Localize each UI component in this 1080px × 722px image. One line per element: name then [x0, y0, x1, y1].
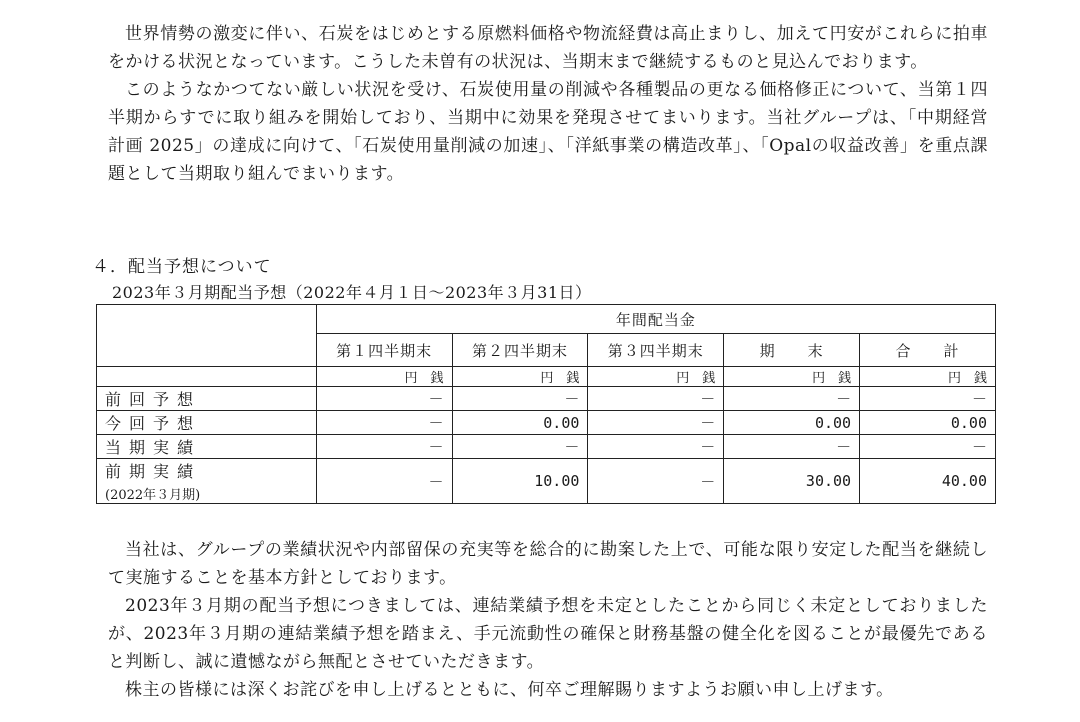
cell: － — [588, 435, 724, 459]
unit-label: 円 銭 — [860, 367, 996, 387]
table-row — [97, 411, 996, 435]
cell: － — [316, 411, 452, 435]
row-label: 今回予想 — [97, 411, 317, 435]
row-label-main: 前期実績 — [105, 462, 202, 481]
cell: － — [452, 435, 588, 459]
unit-label: 円 銭 — [316, 367, 452, 387]
dividend-table — [96, 304, 996, 504]
cell: 0.00 — [724, 411, 860, 435]
table-row — [97, 435, 996, 459]
col-header-q3: 第３四半期末 — [588, 334, 724, 367]
cell: － — [724, 387, 860, 411]
col-header-total: 合 計 — [860, 334, 996, 367]
row-sublabel: (2022年３月期) — [105, 488, 201, 503]
cell: － — [588, 459, 724, 504]
cell: 0.00 — [452, 411, 588, 435]
row-label — [97, 459, 317, 504]
table-caption: 2023年３月期配当予想（2022年４月１日～2023年３月31日） — [112, 283, 592, 302]
cell: 30.00 — [724, 459, 860, 504]
cell: 0.00 — [860, 411, 996, 435]
cell: － — [316, 459, 452, 504]
row-label: 前回予想 — [97, 387, 317, 411]
table-row — [97, 459, 996, 504]
col-header-q1: 第１四半期末 — [316, 334, 452, 367]
closing-paragraph-2: 2023年３月期の配当予想につきましては、連結業績予想を未定としたことから同じく未定としておりましたが、2023年３月期の連結業績予想を踏まえ、手元流動性の確保と財務基盤の健全化を図ることが最優先であると判断し、誠に遺憾ながら無配とさせていただきます。 — [108, 596, 988, 672]
cell: － — [588, 411, 724, 435]
cell: 40.00 — [860, 459, 996, 504]
cell: － — [316, 435, 452, 459]
intro-paragraph-1: 世界情勢の激変に伴い、石炭をはじめとする原燃料価格や物流経費は高止まりし、加えて円安がこれらに拍車をかける状況となっています。こうした未曽有の状況は、当期末まで継続するものと見込んでおります。 — [108, 24, 988, 72]
cell: － — [860, 435, 996, 459]
intro-text — [108, 20, 988, 188]
cell: － — [452, 387, 588, 411]
cell: 10.00 — [452, 459, 588, 504]
table-row — [97, 387, 996, 411]
section-heading: ４．配当予想について — [92, 257, 272, 277]
annual-dividend-header: 年間配当金 — [316, 305, 995, 334]
cell: － — [316, 387, 452, 411]
col-header-q2: 第２四半期末 — [452, 334, 588, 367]
unit-label: 円 銭 — [588, 367, 724, 387]
cell: － — [860, 387, 996, 411]
unit-row-label — [97, 367, 317, 387]
unit-label: 円 銭 — [724, 367, 860, 387]
closing-paragraph-1: 当社は、グループの業績状況や内部留保の充実等を総合的に勘案した上で、可能な限り安定した配当を継続して実施することを基本方針としております。 — [108, 540, 988, 588]
table-corner — [97, 305, 317, 367]
closing-paragraph-3: 株主の皆様には深くお詫びを申し上げるとともに、何卒ご理解賜りますようお願い申し上げます。 — [125, 680, 894, 700]
col-header-yearend: 期 末 — [724, 334, 860, 367]
cell: － — [588, 387, 724, 411]
row-label: 当期実績 — [97, 435, 317, 459]
unit-label: 円 銭 — [452, 367, 588, 387]
intro-paragraph-2: このようなかつてない厳しい状況を受け、石炭使用量の削減や各種製品の更なる価格修正について、当第１四半期からすでに取り組みを開始しており、当期中に効果を発現させてまいります。当社グループは、「中期経営計画 2025」の達成に向けて、「石炭使用量削減の加速」、「洋紙事業の構造改革」、「Opalの収益改善」を重点課題として当期取り組んでまいります。 — [108, 80, 988, 184]
closing-text — [108, 536, 988, 704]
cell: － — [724, 435, 860, 459]
